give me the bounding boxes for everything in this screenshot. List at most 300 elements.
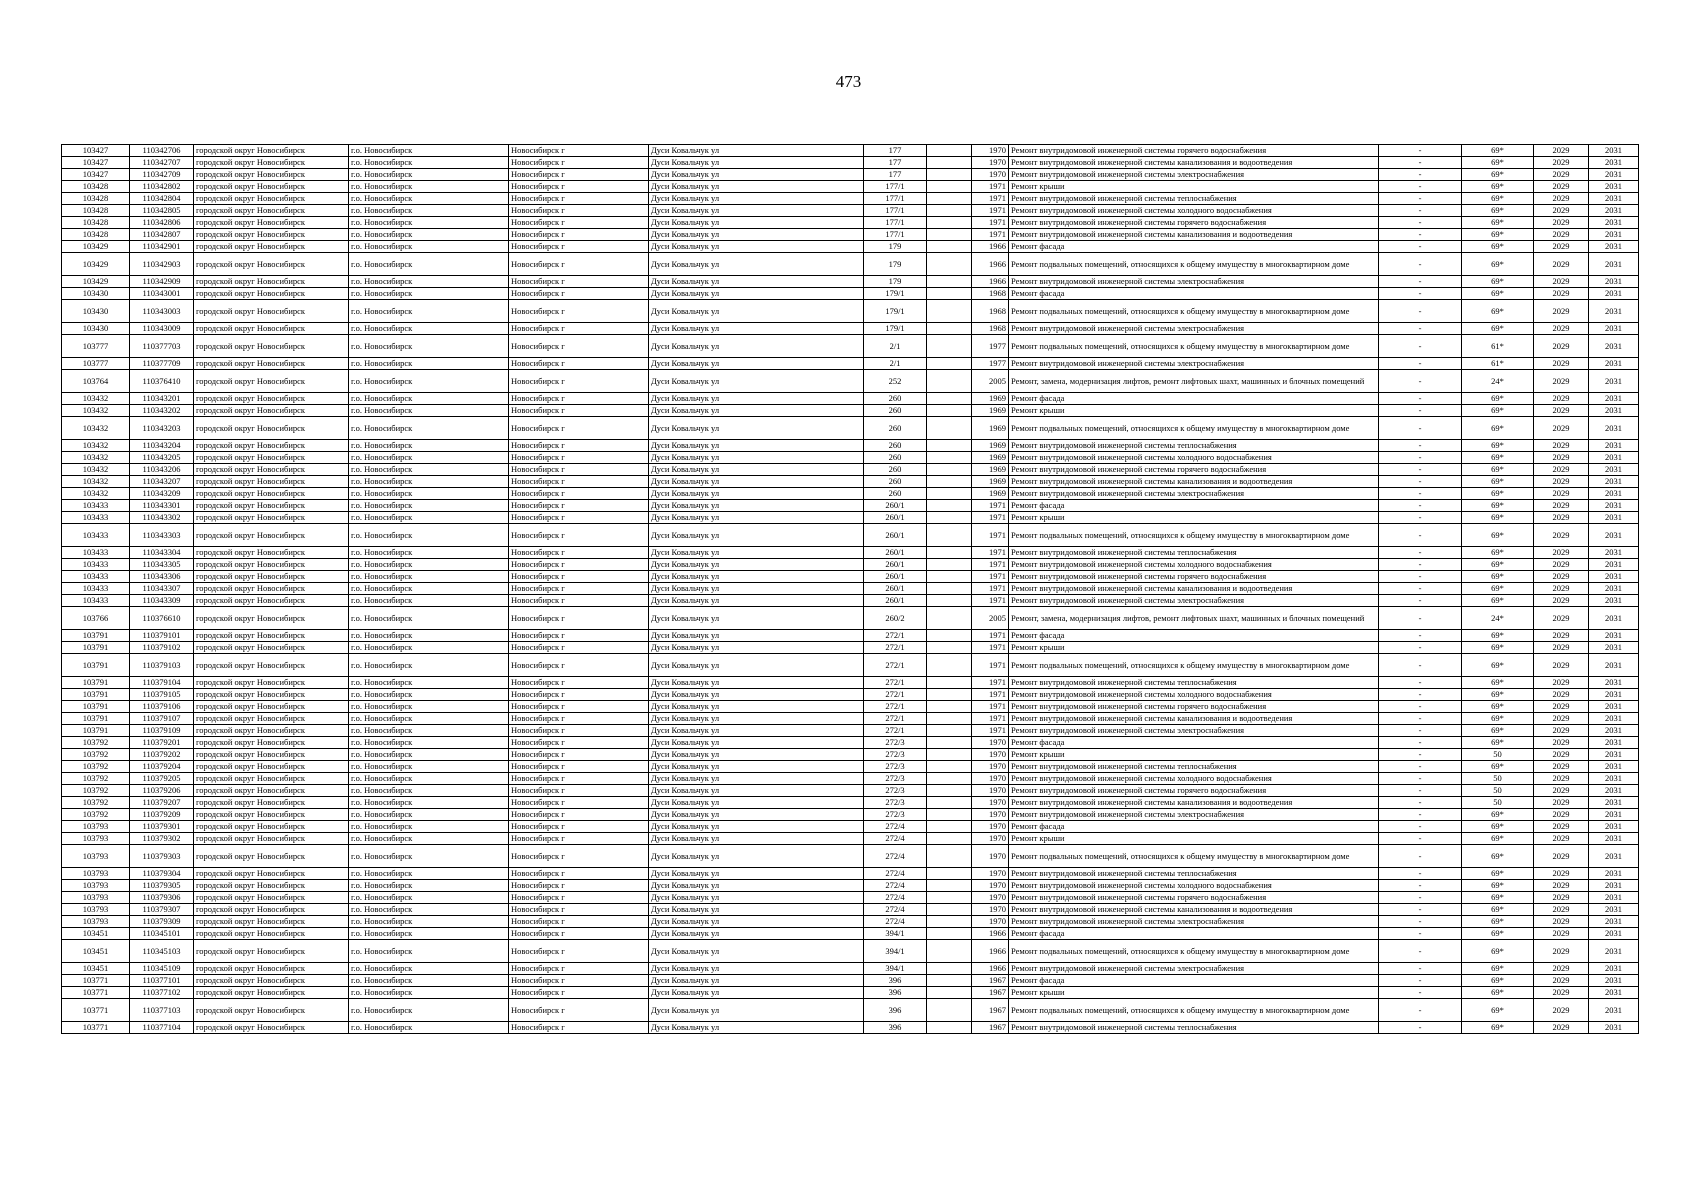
- empty-cell: [927, 241, 972, 253]
- district-cell: городской округ Новосибирск: [194, 205, 349, 217]
- end-year-cell: 2031: [1589, 928, 1639, 940]
- empty-cell: [927, 999, 972, 1022]
- value-cell: 69*: [1462, 181, 1534, 193]
- work-type-cell: Ремонт внутридомовой инженерной системы электроснабжения: [1009, 488, 1379, 500]
- table-row: [62, 583, 1639, 595]
- dash-cell: -: [1379, 405, 1462, 417]
- start-year-cell: 2029: [1534, 181, 1589, 193]
- work-type-cell: Ремонт подвальных помещений, относящихся к общему имуществу в многоквартирном доме: [1009, 335, 1379, 358]
- municipality-cell: г.о. Новосибирск: [349, 725, 509, 737]
- object-id-cell: 103428: [62, 229, 130, 241]
- district-cell: городской округ Новосибирск: [194, 737, 349, 749]
- table-row: [62, 288, 1639, 300]
- district-cell: городской округ Новосибирск: [194, 999, 349, 1022]
- settlement-cell: Новосибирск г: [509, 193, 649, 205]
- value-cell: 69*: [1462, 559, 1534, 571]
- object-id-cell: 103771: [62, 975, 130, 987]
- dash-cell: -: [1379, 335, 1462, 358]
- end-year-cell: 2031: [1589, 809, 1639, 821]
- district-cell: городской округ Новосибирск: [194, 217, 349, 229]
- district-cell: городской округ Новосибирск: [194, 452, 349, 464]
- table-row: [62, 323, 1639, 335]
- end-year-cell: 2031: [1589, 701, 1639, 713]
- work-code-cell: 110379105: [130, 689, 194, 701]
- object-id-cell: 103777: [62, 358, 130, 370]
- table-row: [62, 276, 1639, 288]
- work-code-cell: 110343207: [130, 476, 194, 488]
- end-year-cell: 2031: [1589, 773, 1639, 785]
- house-number-cell: 260: [864, 488, 927, 500]
- street-cell: Дуси Ковальчук ул: [649, 393, 864, 405]
- value-cell: 50: [1462, 773, 1534, 785]
- empty-cell: [927, 1022, 972, 1034]
- street-cell: Дуси Ковальчук ул: [649, 868, 864, 880]
- empty-cell: [927, 417, 972, 440]
- work-code-cell: 110379107: [130, 713, 194, 725]
- object-id-cell: 103451: [62, 940, 130, 963]
- house-number-cell: 396: [864, 999, 927, 1022]
- dash-cell: -: [1379, 737, 1462, 749]
- end-year-cell: 2031: [1589, 217, 1639, 229]
- dash-cell: -: [1379, 785, 1462, 797]
- start-year-cell: 2029: [1534, 689, 1589, 701]
- settlement-cell: Новосибирск г: [509, 323, 649, 335]
- value-cell: 69*: [1462, 488, 1534, 500]
- table-row: [62, 785, 1639, 797]
- table-row: [62, 393, 1639, 405]
- end-year-cell: 2031: [1589, 405, 1639, 417]
- object-id-cell: 103793: [62, 821, 130, 833]
- object-id-cell: 103432: [62, 417, 130, 440]
- object-id-cell: 103432: [62, 476, 130, 488]
- start-year-cell: 2029: [1534, 630, 1589, 642]
- build-year-cell: 1971: [972, 725, 1009, 737]
- house-number-cell: 272/4: [864, 916, 927, 928]
- end-year-cell: 2031: [1589, 689, 1639, 701]
- house-number-cell: 260: [864, 417, 927, 440]
- value-cell: 69*: [1462, 595, 1534, 607]
- dash-cell: -: [1379, 169, 1462, 181]
- street-cell: Дуси Ковальчук ул: [649, 145, 864, 157]
- table-row: [62, 241, 1639, 253]
- build-year-cell: 1971: [972, 193, 1009, 205]
- work-type-cell: Ремонт фасада: [1009, 821, 1379, 833]
- empty-cell: [927, 809, 972, 821]
- value-cell: 69*: [1462, 300, 1534, 323]
- settlement-cell: Новосибирск г: [509, 737, 649, 749]
- municipality-cell: г.о. Новосибирск: [349, 145, 509, 157]
- work-code-cell: 110379302: [130, 833, 194, 845]
- street-cell: Дуси Ковальчук ул: [649, 323, 864, 335]
- end-year-cell: 2031: [1589, 749, 1639, 761]
- start-year-cell: 2029: [1534, 797, 1589, 809]
- empty-cell: [927, 358, 972, 370]
- house-number-cell: 260: [864, 405, 927, 417]
- object-id-cell: 103792: [62, 773, 130, 785]
- start-year-cell: 2029: [1534, 785, 1589, 797]
- settlement-cell: Новосибирск г: [509, 809, 649, 821]
- work-type-cell: Ремонт внутридомовой инженерной системы канализования и водоотведения: [1009, 904, 1379, 916]
- end-year-cell: 2031: [1589, 571, 1639, 583]
- house-number-cell: 179/1: [864, 323, 927, 335]
- dash-cell: -: [1379, 963, 1462, 975]
- build-year-cell: 1970: [972, 892, 1009, 904]
- dash-cell: -: [1379, 358, 1462, 370]
- district-cell: городской округ Новосибирск: [194, 571, 349, 583]
- empty-cell: [927, 583, 972, 595]
- street-cell: Дуси Ковальчук ул: [649, 940, 864, 963]
- work-type-cell: Ремонт внутридомовой инженерной системы горячего водоснабжения: [1009, 145, 1379, 157]
- start-year-cell: 2029: [1534, 607, 1589, 630]
- dash-cell: -: [1379, 713, 1462, 725]
- district-cell: городской округ Новосибирск: [194, 904, 349, 916]
- work-type-cell: Ремонт, замена, модернизация лифтов, ремонт лифтовых шахт, машинных и блочных помещений: [1009, 370, 1379, 393]
- start-year-cell: 2029: [1534, 169, 1589, 181]
- street-cell: Дуси Ковальчук ул: [649, 725, 864, 737]
- settlement-cell: Новосибирск г: [509, 940, 649, 963]
- house-number-cell: 272/4: [864, 845, 927, 868]
- work-type-cell: Ремонт фасада: [1009, 737, 1379, 749]
- district-cell: городской округ Новосибирск: [194, 229, 349, 241]
- dash-cell: -: [1379, 833, 1462, 845]
- dash-cell: -: [1379, 145, 1462, 157]
- start-year-cell: 2029: [1534, 583, 1589, 595]
- work-code-cell: 110379305: [130, 880, 194, 892]
- end-year-cell: 2031: [1589, 145, 1639, 157]
- work-code-cell: 110343206: [130, 464, 194, 476]
- street-cell: Дуси Ковальчук ул: [649, 193, 864, 205]
- empty-cell: [927, 987, 972, 999]
- house-number-cell: 272/1: [864, 725, 927, 737]
- start-year-cell: 2029: [1534, 524, 1589, 547]
- empty-cell: [927, 689, 972, 701]
- end-year-cell: 2031: [1589, 630, 1639, 642]
- start-year-cell: 2029: [1534, 464, 1589, 476]
- table-row: [62, 737, 1639, 749]
- municipality-cell: г.о. Новосибирск: [349, 916, 509, 928]
- work-code-cell: 110342806: [130, 217, 194, 229]
- work-code-cell: 110379205: [130, 773, 194, 785]
- build-year-cell: 1969: [972, 417, 1009, 440]
- dash-cell: -: [1379, 892, 1462, 904]
- settlement-cell: Новосибирск г: [509, 500, 649, 512]
- object-id-cell: 103451: [62, 963, 130, 975]
- settlement-cell: Новосибирск г: [509, 677, 649, 689]
- table-row: [62, 773, 1639, 785]
- value-cell: 24*: [1462, 607, 1534, 630]
- municipality-cell: г.о. Новосибирск: [349, 288, 509, 300]
- dash-cell: -: [1379, 288, 1462, 300]
- work-code-cell: 110343001: [130, 288, 194, 300]
- settlement-cell: Новосибирск г: [509, 654, 649, 677]
- dash-cell: -: [1379, 229, 1462, 241]
- settlement-cell: Новосибирск г: [509, 607, 649, 630]
- table-row: [62, 975, 1639, 987]
- end-year-cell: 2031: [1589, 821, 1639, 833]
- settlement-cell: Новосибирск г: [509, 205, 649, 217]
- build-year-cell: 1971: [972, 583, 1009, 595]
- work-type-cell: Ремонт подвальных помещений, относящихся к общему имуществу в многоквартирном доме: [1009, 845, 1379, 868]
- municipality-cell: г.о. Новосибирск: [349, 488, 509, 500]
- build-year-cell: 1970: [972, 737, 1009, 749]
- street-cell: Дуси Ковальчук ул: [649, 916, 864, 928]
- street-cell: Дуси Ковальчук ул: [649, 512, 864, 524]
- district-cell: городской округ Новосибирск: [194, 725, 349, 737]
- table-row: [62, 642, 1639, 654]
- start-year-cell: 2029: [1534, 868, 1589, 880]
- district-cell: городской округ Новосибирск: [194, 145, 349, 157]
- table-row: [62, 797, 1639, 809]
- house-number-cell: 177: [864, 169, 927, 181]
- build-year-cell: 2005: [972, 370, 1009, 393]
- street-cell: Дуси Ковальчук ул: [649, 571, 864, 583]
- house-number-cell: 272/4: [864, 892, 927, 904]
- settlement-cell: Новосибирск г: [509, 749, 649, 761]
- street-cell: Дуси Ковальчук ул: [649, 229, 864, 241]
- settlement-cell: Новосибирск г: [509, 833, 649, 845]
- page-number: 473: [835, 72, 862, 91]
- work-code-cell: 110379202: [130, 749, 194, 761]
- work-type-cell: Ремонт крыши: [1009, 512, 1379, 524]
- settlement-cell: Новосибирск г: [509, 241, 649, 253]
- empty-cell: [927, 205, 972, 217]
- build-year-cell: 1968: [972, 323, 1009, 335]
- dash-cell: -: [1379, 193, 1462, 205]
- start-year-cell: 2029: [1534, 821, 1589, 833]
- value-cell: 69*: [1462, 571, 1534, 583]
- build-year-cell: 1971: [972, 512, 1009, 524]
- settlement-cell: Новосибирск г: [509, 999, 649, 1022]
- start-year-cell: 2029: [1534, 217, 1589, 229]
- district-cell: городской округ Новосибирск: [194, 868, 349, 880]
- value-cell: 69*: [1462, 1022, 1534, 1034]
- settlement-cell: Новосибирск г: [509, 452, 649, 464]
- start-year-cell: 2029: [1534, 405, 1589, 417]
- table-row: [62, 488, 1639, 500]
- dash-cell: -: [1379, 476, 1462, 488]
- start-year-cell: 2029: [1534, 276, 1589, 288]
- work-code-cell: 110379104: [130, 677, 194, 689]
- end-year-cell: 2031: [1589, 524, 1639, 547]
- work-type-cell: Ремонт внутридомовой инженерной системы электроснабжения: [1009, 725, 1379, 737]
- table-row: [62, 713, 1639, 725]
- table-row: [62, 193, 1639, 205]
- street-cell: Дуси Ковальчук ул: [649, 797, 864, 809]
- table-row: [62, 524, 1639, 547]
- house-number-cell: 272/3: [864, 809, 927, 821]
- end-year-cell: 2031: [1589, 642, 1639, 654]
- build-year-cell: 1971: [972, 630, 1009, 642]
- street-cell: Дуси Ковальчук ул: [649, 642, 864, 654]
- end-year-cell: 2031: [1589, 253, 1639, 276]
- house-number-cell: 272/4: [864, 904, 927, 916]
- value-cell: 69*: [1462, 323, 1534, 335]
- house-number-cell: 260/1: [864, 595, 927, 607]
- street-cell: Дуси Ковальчук ул: [649, 833, 864, 845]
- value-cell: 69*: [1462, 809, 1534, 821]
- object-id-cell: 103793: [62, 880, 130, 892]
- build-year-cell: 1971: [972, 547, 1009, 559]
- street-cell: Дуси Ковальчук ул: [649, 241, 864, 253]
- end-year-cell: 2031: [1589, 940, 1639, 963]
- work-type-cell: Ремонт внутридомовой инженерной системы теплоснабжения: [1009, 547, 1379, 559]
- house-number-cell: 2/1: [864, 335, 927, 358]
- house-number-cell: 394/1: [864, 928, 927, 940]
- table-row: [62, 654, 1639, 677]
- start-year-cell: 2029: [1534, 417, 1589, 440]
- work-type-cell: Ремонт внутридомовой инженерной системы канализования и водоотведения: [1009, 157, 1379, 169]
- street-cell: Дуси Ковальчук ул: [649, 500, 864, 512]
- work-type-cell: Ремонт крыши: [1009, 833, 1379, 845]
- municipality-cell: г.о. Новосибирск: [349, 761, 509, 773]
- dash-cell: -: [1379, 276, 1462, 288]
- district-cell: городской округ Новосибирск: [194, 809, 349, 821]
- district-cell: городской округ Новосибирск: [194, 157, 349, 169]
- build-year-cell: 1970: [972, 833, 1009, 845]
- build-year-cell: 1969: [972, 405, 1009, 417]
- object-id-cell: 103432: [62, 452, 130, 464]
- table-row: [62, 677, 1639, 689]
- municipality-cell: г.о. Новосибирск: [349, 169, 509, 181]
- value-cell: 69*: [1462, 868, 1534, 880]
- table-row: [62, 547, 1639, 559]
- build-year-cell: 1971: [972, 689, 1009, 701]
- dash-cell: -: [1379, 642, 1462, 654]
- dash-cell: -: [1379, 607, 1462, 630]
- municipality-cell: г.о. Новосибирск: [349, 654, 509, 677]
- settlement-cell: Новосибирск г: [509, 701, 649, 713]
- work-code-cell: 110343302: [130, 512, 194, 524]
- table-row: [62, 205, 1639, 217]
- street-cell: Дуси Ковальчук ул: [649, 181, 864, 193]
- build-year-cell: 1970: [972, 785, 1009, 797]
- municipality-cell: г.о. Новосибирск: [349, 595, 509, 607]
- work-code-cell: 110379101: [130, 630, 194, 642]
- object-id-cell: 103432: [62, 405, 130, 417]
- municipality-cell: г.о. Новосибирск: [349, 241, 509, 253]
- build-year-cell: 1971: [972, 642, 1009, 654]
- work-type-cell: Ремонт внутридомовой инженерной системы холодного водоснабжения: [1009, 773, 1379, 785]
- settlement-cell: Новосибирск г: [509, 630, 649, 642]
- work-type-cell: Ремонт внутридомовой инженерной системы электроснабжения: [1009, 916, 1379, 928]
- work-code-cell: 110377102: [130, 987, 194, 999]
- start-year-cell: 2029: [1534, 701, 1589, 713]
- street-cell: Дуси Ковальчук ул: [649, 358, 864, 370]
- house-number-cell: 396: [864, 987, 927, 999]
- work-type-cell: Ремонт внутридомовой инженерной системы горячего водоснабжения: [1009, 785, 1379, 797]
- house-number-cell: 260/1: [864, 571, 927, 583]
- district-cell: городской округ Новосибирск: [194, 677, 349, 689]
- district-cell: городской округ Новосибирск: [194, 193, 349, 205]
- object-id-cell: 103433: [62, 595, 130, 607]
- end-year-cell: 2031: [1589, 323, 1639, 335]
- table-row: [62, 916, 1639, 928]
- settlement-cell: Новосибирск г: [509, 559, 649, 571]
- table-row: [62, 253, 1639, 276]
- house-number-cell: 177/1: [864, 217, 927, 229]
- empty-cell: [927, 630, 972, 642]
- house-number-cell: 272/3: [864, 773, 927, 785]
- build-year-cell: 1970: [972, 904, 1009, 916]
- house-number-cell: 272/4: [864, 821, 927, 833]
- house-number-cell: 260: [864, 393, 927, 405]
- start-year-cell: 2029: [1534, 916, 1589, 928]
- house-number-cell: 260: [864, 440, 927, 452]
- settlement-cell: Новосибирск г: [509, 393, 649, 405]
- district-cell: городской округ Новосибирск: [194, 524, 349, 547]
- value-cell: 50: [1462, 797, 1534, 809]
- start-year-cell: 2029: [1534, 145, 1589, 157]
- value-cell: 69*: [1462, 276, 1534, 288]
- table-row: [62, 725, 1639, 737]
- district-cell: городской округ Новосибирск: [194, 761, 349, 773]
- settlement-cell: Новосибирск г: [509, 963, 649, 975]
- district-cell: городской округ Новосибирск: [194, 963, 349, 975]
- start-year-cell: 2029: [1534, 241, 1589, 253]
- value-cell: 69*: [1462, 217, 1534, 229]
- end-year-cell: 2031: [1589, 169, 1639, 181]
- object-id-cell: 103771: [62, 987, 130, 999]
- build-year-cell: 1971: [972, 654, 1009, 677]
- house-number-cell: 177: [864, 145, 927, 157]
- municipality-cell: г.о. Новосибирск: [349, 928, 509, 940]
- work-type-cell: Ремонт внутридомовой инженерной системы холодного водоснабжения: [1009, 880, 1379, 892]
- work-code-cell: 110343306: [130, 571, 194, 583]
- dash-cell: -: [1379, 181, 1462, 193]
- start-year-cell: 2029: [1534, 880, 1589, 892]
- work-type-cell: Ремонт внутридомовой инженерной системы электроснабжения: [1009, 963, 1379, 975]
- build-year-cell: 1967: [972, 975, 1009, 987]
- district-cell: городской округ Новосибирск: [194, 583, 349, 595]
- municipality-cell: г.о. Новосибирск: [349, 181, 509, 193]
- municipality-cell: г.о. Новосибирск: [349, 253, 509, 276]
- district-cell: городской округ Новосибирск: [194, 892, 349, 904]
- dash-cell: -: [1379, 1022, 1462, 1034]
- build-year-cell: 1971: [972, 559, 1009, 571]
- district-cell: городской округ Новосибирск: [194, 300, 349, 323]
- value-cell: 69*: [1462, 701, 1534, 713]
- empty-cell: [927, 928, 972, 940]
- object-id-cell: 103793: [62, 892, 130, 904]
- start-year-cell: 2029: [1534, 323, 1589, 335]
- street-cell: Дуси Ковальчук ул: [649, 524, 864, 547]
- settlement-cell: Новосибирск г: [509, 892, 649, 904]
- district-cell: городской округ Новосибирск: [194, 500, 349, 512]
- empty-cell: [927, 524, 972, 547]
- object-id-cell: 103430: [62, 300, 130, 323]
- object-id-cell: 103427: [62, 145, 130, 157]
- build-year-cell: 1971: [972, 229, 1009, 241]
- end-year-cell: 2031: [1589, 500, 1639, 512]
- end-year-cell: 2031: [1589, 512, 1639, 524]
- object-id-cell: 103430: [62, 323, 130, 335]
- table-row: [62, 512, 1639, 524]
- end-year-cell: 2031: [1589, 713, 1639, 725]
- municipality-cell: г.о. Новосибирск: [349, 440, 509, 452]
- house-number-cell: 272/1: [864, 713, 927, 725]
- work-code-cell: 110343205: [130, 452, 194, 464]
- value-cell: 69*: [1462, 892, 1534, 904]
- house-number-cell: 272/3: [864, 761, 927, 773]
- empty-cell: [927, 916, 972, 928]
- house-number-cell: 179: [864, 276, 927, 288]
- start-year-cell: 2029: [1534, 725, 1589, 737]
- table-row: [62, 169, 1639, 181]
- work-type-cell: Ремонт внутридомовой инженерной системы горячего водоснабжения: [1009, 217, 1379, 229]
- work-code-cell: 110343307: [130, 583, 194, 595]
- empty-cell: [927, 452, 972, 464]
- settlement-cell: Новосибирск г: [509, 595, 649, 607]
